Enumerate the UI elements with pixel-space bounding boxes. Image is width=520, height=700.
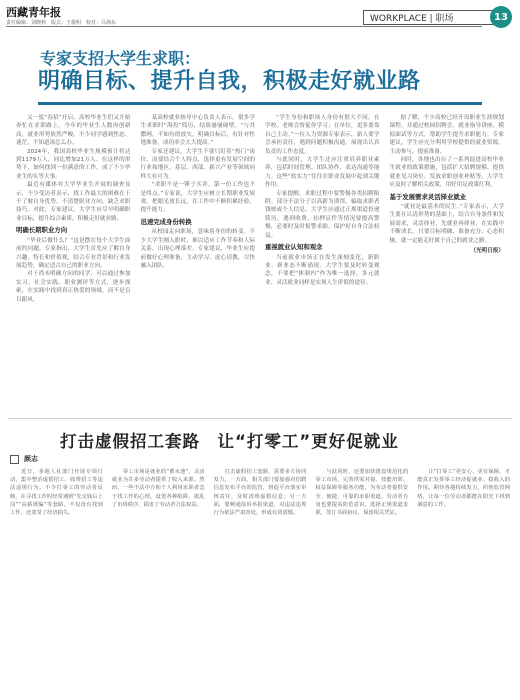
page-number-badge: 13 (490, 6, 512, 28)
paragraph: 专家还建议，大学生不要只盯着“热门”岗位，而要结合个人特点，选择更有发展空间的行业和地区。基层、西部、新兴产业等领域同样大有可为。 (140, 148, 255, 180)
author-box-icon (10, 455, 19, 464)
paragraph: “就业是最基本的民生。”专家表示，大学生要在认清形势的基础上，结合自身条件和发展需求，灵活择业，先就业再择业，在实践中不断成长。只要目标明确、准备充分、心态积极，就一定能走好属于自己的就业之路。 (389, 204, 504, 244)
article-column-4 (390, 114, 505, 414)
paragraph: 最近有媒体对大学毕业生开展的调查显示，不少受访者表示，找工作最大的困难在于不了解自身优势、不清楚职业方向、缺乏求职技巧。对此，专家建议，大学生应尽早明确职业目标，提升综合素质，积极走好就业路。 (16, 182, 131, 222)
editor-credit-line: 责任编辑：刘晓莉 版式：王俊明 校对：吕海东 (6, 20, 117, 26)
section-subhead: 基于发展需求灵活择业就业 (389, 192, 467, 201)
paragraph: 当前就业市场正在发生深刻变化，新职业、新业态不断涌现。大学生要及时转变观念，不要把“体制内”作为唯一选择，多元就业、灵活就业同样是实现人生价值的途径。 (265, 254, 380, 286)
article2-column-2 (112, 468, 205, 694)
article-column-2 (141, 114, 256, 414)
section-subhead: 重视就业认知和观念 (265, 243, 323, 252)
paragraph: 据了解，不少高校已经开设职业生涯规划课程，并通过校园招聘会、就业指导讲座、模拟面试等方式，帮助学生提升求职能力。专家建议，学生应充分利用学校提供的就业资源，主动参与，提前准备。 (389, 115, 504, 155)
section-label: WORKPLACE | 职场 (363, 10, 503, 25)
section-subhead: 明确长期职业方向 (16, 226, 68, 235)
second-article-headline: 打击虚假招工套路 让“打零工”更好促就业 (60, 432, 399, 451)
paragraph: 又一度“春招”开启。高校毕业生们又开始奔忙在求职路上。今年的毕业生人数再创新高，就业形势依然严峻，不少同学感到焦虑、迷茫，不知道该怎么办。 (16, 115, 131, 147)
header-divider (6, 26, 482, 27)
paragraph: 近日，多地人社部门开展专项行动，集中整治虚假招工、收费招工等违法违规行为。不少打零工的劳动者反映，在寻找工作时经常遇到“先交钱后上岗”“高薪诱骗”等套路，不仅没有找到工作，还蒙受了经济损失。 (10, 469, 103, 517)
paragraph: 打击虚假招工套路，需要多方协同发力。一方面，相关部门要加强对招聘信息发布平台的监管，督促平台落实审核责任，及时清理虚假信息；另一方面，要畅通投诉举报渠道，对违法违规行为依法严肃查处，形成有效震慑。 (213, 469, 307, 517)
author-name: 颜志 (24, 455, 38, 463)
paragraph: 零工市场是就业的“蓄水池”，灵活就业为许多劳动者提供了收入来源。然而，一些不法中介和个人利用求职者急于找工作的心理，设置各种陷阱，扰乱了市场秩序，损害了劳动者合法权益。 (111, 469, 205, 508)
paragraph: “求职不是一锤子买卖，第一份工作也不是终点。”专家说，大学生应树立长期职业发展观，把眼光放长远，在工作中不断积累经验、提升能力。 (140, 182, 255, 214)
article2-column-4 (315, 468, 408, 694)
article-source: （光明日报） (470, 248, 504, 255)
paragraph: 2024年，我国高校毕业生规模预计将达到1179万人，同比增加21万人。在这样的形势下，如何找到一份满意的工作，成了不少毕业生的头等大事。 (16, 148, 131, 180)
paragraph: 某高校就业指导中心负责人表示，很多学生求职时“海投”简历，结果屡屡碰壁。“与其撒网，不如有的放矢。明确目标后，有针对性地准备，成功率会大大提高。” (140, 115, 255, 147)
article-column-3 (265, 114, 380, 414)
section-subhead: 迅速完成身份转换 (140, 217, 192, 226)
paragraph: 同时，各地也出台了一系列促进高校毕业生就业的政策措施，包括扩大招聘规模、提供就业见习岗位、发放求职创业补贴等。大学生应及时了解相关政策，用好用足政策红利。 (389, 157, 504, 189)
article2-column-1 (10, 468, 103, 694)
paragraph: “学生身份和职场人身份有很大不同。在学校，老师会督促你学习；在单位，更多要靠自己主动。”一位人力资源专家表示，新人要学会承担责任，遇到问题积极沟通，展现出认真负责的工作态度。 (265, 115, 380, 155)
article-kicker: 专家支招大学生求职： (40, 49, 201, 68)
paragraph: 从校园走向职场，意味着身份的转变。不少大学生刚入职时，难以适应工作节奏和人际关系，出现心理落差。专家建议，毕业生应提前做好心理准备，主动学习、虚心请教，尽快融入团队。 (140, 229, 255, 269)
article-body (16, 114, 504, 414)
second-article-body (10, 468, 510, 694)
headline-underline (38, 102, 482, 105)
masthead (6, 4, 126, 26)
article2-column-3 (214, 468, 307, 694)
article-divider (8, 418, 512, 419)
paragraph: 与此同时，还要加快建设规范化的零工市场，完善供需对接、技能培训、权益保障等服务功能，为劳动者提供安全、便捷、可靠的求职渠道。劳动者自身也要提高防范意识，选择正规渠道求职，签订书面协议，保留相关凭证。 (315, 469, 409, 517)
paragraph: 对于尚未明确方向的同学，可以通过参加实习、社会实践、职业测评等方式，逐步探索，在实践中找到真正热爱的领域，而不是盲目跟风。 (16, 271, 131, 303)
author-line (10, 452, 110, 466)
paragraph: “毕业后做什么？”这是摆在每个大学生面前的问题。专家指出，大学生首先应了解自身兴趣、特长和价值观，结合专业背景和行业发展趋势，确定适合自己的职业方向。 (16, 237, 131, 269)
article-headline: 明确目标、提升自我，积极走好就业路 (38, 69, 421, 94)
paragraph: 让“打零工”更安心、更有保障，才能真正发挥零工经济促就业、稳收入的作用。期待各地持续发力，织密监管网络，让每一位劳动者都能在阳光下找到满意的工作。 (417, 469, 510, 508)
article2-column-5 (417, 468, 510, 694)
article-column-1 (16, 114, 131, 414)
paragraph: 与此同时，大学生还应注重培养职业素养，包括时间管理、团队协作、表达沟通等能力。这些“软实力”往往在职业发展中起到关键作用。 (265, 157, 380, 189)
newspaper-brand: 西藏青年报 (6, 6, 61, 19)
paragraph: 专家提醒，求职过程中要警惕各类招聘陷阱。部分不法分子以高薪为诱饵，骗取求职者钱财或个人信息。大学生应通过正规渠道投递简历，遇到收费、扣押证件等情况要提高警惕，必要时及时报警求助，保护好自身合法权益。 (265, 190, 380, 239)
